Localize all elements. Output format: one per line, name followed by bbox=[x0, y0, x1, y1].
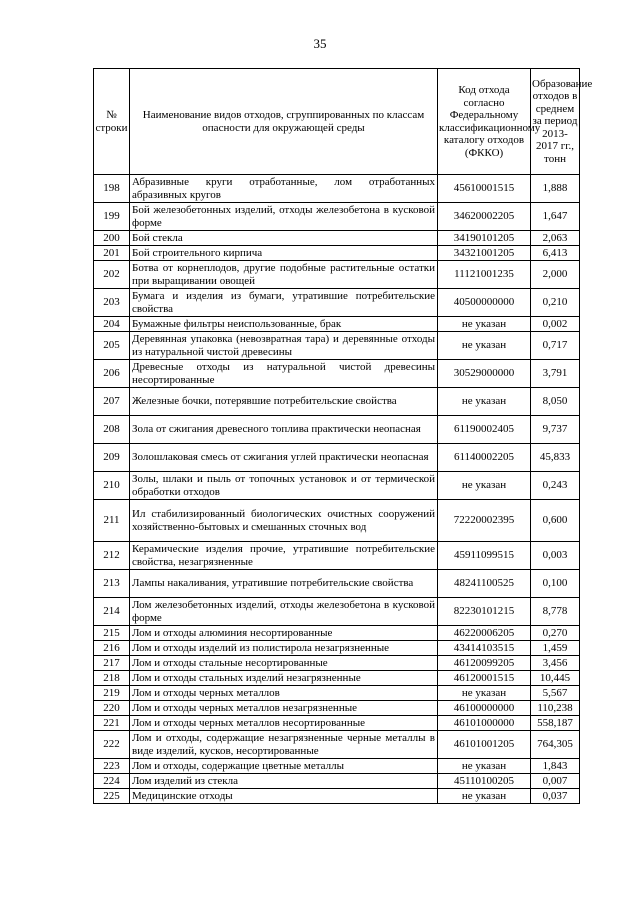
fkko-code-cell: не указан bbox=[438, 317, 531, 332]
waste-name-cell: Бой стекла bbox=[130, 231, 438, 246]
waste-name-cell: Медицинские отходы bbox=[130, 789, 438, 804]
table-row bbox=[94, 416, 580, 444]
waste-name-cell: Золы, шлаки и пыль от топочных установок и от термической обработки отходов bbox=[130, 472, 438, 500]
waste-name-cell: Керамические изделия прочие, утратившие потребительские свойства, незагрязненные bbox=[130, 542, 438, 570]
row-number-cell: 206 bbox=[94, 360, 130, 388]
fkko-code-cell: 46101000000 bbox=[438, 716, 531, 731]
volume-cell: 8,778 bbox=[531, 598, 580, 626]
waste-name-cell: Лом и отходы алюминия несортированные bbox=[130, 626, 438, 641]
row-number-cell: 213 bbox=[94, 570, 130, 598]
fkko-code-cell: 61190002405 bbox=[438, 416, 531, 444]
volume-cell: 0,002 bbox=[531, 317, 580, 332]
waste-name-cell: Деревянная упаковка (невозвратная тара) и деревянные отходы из натуральной чистой древесины bbox=[130, 332, 438, 360]
table-row bbox=[94, 360, 580, 388]
volume-cell: 0,037 bbox=[531, 789, 580, 804]
volume-cell: 10,445 bbox=[531, 671, 580, 686]
fkko-code-cell: 45911099515 bbox=[438, 542, 531, 570]
row-number-cell: 207 bbox=[94, 388, 130, 416]
waste-name-cell: Зола от сжигания древесного топлива практически неопасная bbox=[130, 416, 438, 444]
table-row bbox=[94, 598, 580, 626]
table-row bbox=[94, 626, 580, 641]
waste-name-cell: Ботва от корнеплодов, другие подобные растительные остатки при выращивании овощей bbox=[130, 261, 438, 289]
volume-cell: 0,100 bbox=[531, 570, 580, 598]
header-average-volume: Образование отходов в среднем за период 2013-2017 гг., тонн bbox=[531, 69, 580, 175]
volume-cell: 0,717 bbox=[531, 332, 580, 360]
row-number-cell: 223 bbox=[94, 759, 130, 774]
table-row bbox=[94, 500, 580, 542]
fkko-code-cell: не указан bbox=[438, 759, 531, 774]
row-number-cell: 209 bbox=[94, 444, 130, 472]
waste-name-cell: Лампы накаливания, утратившие потребительские свойства bbox=[130, 570, 438, 598]
waste-name-cell: Лом и отходы черных металлов bbox=[130, 686, 438, 701]
waste-name-cell: Лом и отходы стальных изделий незагрязненные bbox=[130, 671, 438, 686]
waste-name-cell: Лом изделий из стекла bbox=[130, 774, 438, 789]
table-row bbox=[94, 388, 580, 416]
volume-cell: 1,888 bbox=[531, 175, 580, 203]
waste-name-cell: Лом и отходы изделий из полистирола незагрязненные bbox=[130, 641, 438, 656]
fkko-code-cell: 61140002205 bbox=[438, 444, 531, 472]
fkko-code-cell: 34321001205 bbox=[438, 246, 531, 261]
fkko-code-cell: 82230101215 bbox=[438, 598, 531, 626]
volume-cell: 2,000 bbox=[531, 261, 580, 289]
waste-name-cell: Лом и отходы стальные несортированные bbox=[130, 656, 438, 671]
fkko-code-cell: 45110100205 bbox=[438, 774, 531, 789]
table-row bbox=[94, 716, 580, 731]
fkko-code-cell: 34620002205 bbox=[438, 203, 531, 231]
fkko-code-cell: 46220006205 bbox=[438, 626, 531, 641]
volume-cell: 8,050 bbox=[531, 388, 580, 416]
table-row bbox=[94, 656, 580, 671]
volume-cell: 45,833 bbox=[531, 444, 580, 472]
row-number-cell: 204 bbox=[94, 317, 130, 332]
waste-name-cell: Абразивные круги отработанные, лом отработанных абразивных кругов bbox=[130, 175, 438, 203]
waste-name-cell: Железные бочки, потерявшие потребительские свойства bbox=[130, 388, 438, 416]
volume-cell: 0,003 bbox=[531, 542, 580, 570]
waste-name-cell: Бой строительного кирпича bbox=[130, 246, 438, 261]
volume-cell: 1,647 bbox=[531, 203, 580, 231]
page-number: 35 bbox=[313, 36, 327, 51]
volume-cell: 1,843 bbox=[531, 759, 580, 774]
header-row-number: № строки bbox=[94, 69, 130, 175]
row-number-cell: 215 bbox=[94, 626, 130, 641]
table-row bbox=[94, 444, 580, 472]
table-row bbox=[94, 231, 580, 246]
fkko-code-cell: не указан bbox=[438, 332, 531, 360]
row-number-cell: 199 bbox=[94, 203, 130, 231]
volume-cell: 0,007 bbox=[531, 774, 580, 789]
fkko-code-cell: не указан bbox=[438, 789, 531, 804]
waste-table bbox=[93, 68, 593, 804]
table-row bbox=[94, 246, 580, 261]
volume-cell: 9,737 bbox=[531, 416, 580, 444]
volume-cell: 0,270 bbox=[531, 626, 580, 641]
table-row bbox=[94, 203, 580, 231]
waste-name-cell: Лом и отходы, содержащие цветные металлы bbox=[130, 759, 438, 774]
row-number-cell: 214 bbox=[94, 598, 130, 626]
row-number-cell: 200 bbox=[94, 231, 130, 246]
fkko-code-cell: 43414103515 bbox=[438, 641, 531, 656]
table-row bbox=[94, 671, 580, 686]
row-number-cell: 216 bbox=[94, 641, 130, 656]
table-row bbox=[94, 570, 580, 598]
table-row bbox=[94, 701, 580, 716]
fkko-code-cell: 45610001515 bbox=[438, 175, 531, 203]
fkko-code-cell: 46100000000 bbox=[438, 701, 531, 716]
table-row bbox=[94, 289, 580, 317]
table-row bbox=[94, 789, 580, 804]
row-number-cell: 212 bbox=[94, 542, 130, 570]
fkko-code-cell: 46120099205 bbox=[438, 656, 531, 671]
row-number-cell: 208 bbox=[94, 416, 130, 444]
volume-cell: 1,459 bbox=[531, 641, 580, 656]
waste-name-cell: Лом железобетонных изделий, отходы железобетона в кусковой форме bbox=[130, 598, 438, 626]
volume-cell: 5,567 bbox=[531, 686, 580, 701]
table-row bbox=[94, 542, 580, 570]
table-row bbox=[94, 332, 580, 360]
waste-name-cell: Лом и отходы черных металлов незагрязненные bbox=[130, 701, 438, 716]
waste-name-cell: Золошлаковая смесь от сжигания углей практически неопасная bbox=[130, 444, 438, 472]
volume-cell: 558,187 bbox=[531, 716, 580, 731]
table-row bbox=[94, 686, 580, 701]
row-number-cell: 218 bbox=[94, 671, 130, 686]
row-number-cell: 220 bbox=[94, 701, 130, 716]
fkko-code-cell: не указан bbox=[438, 686, 531, 701]
row-number-cell: 222 bbox=[94, 731, 130, 759]
table-row bbox=[94, 731, 580, 759]
table-row bbox=[94, 472, 580, 500]
row-number-cell: 205 bbox=[94, 332, 130, 360]
fkko-code-cell: 30529000000 bbox=[438, 360, 531, 388]
fkko-code-cell: 46101001205 bbox=[438, 731, 531, 759]
volume-cell: 0,600 bbox=[531, 500, 580, 542]
row-number-cell: 201 bbox=[94, 246, 130, 261]
waste-name-cell: Древесные отходы из натуральной чистой древесины несортированные bbox=[130, 360, 438, 388]
header-waste-name: Наименование видов отходов, сгруппированных по классам опасности для окружающей среды bbox=[130, 69, 438, 175]
waste-name-cell: Бумажные фильтры неиспользованные, брак bbox=[130, 317, 438, 332]
fkko-code-cell: 72220002395 bbox=[438, 500, 531, 542]
table-row bbox=[94, 774, 580, 789]
volume-cell: 764,305 bbox=[531, 731, 580, 759]
table-row bbox=[94, 261, 580, 289]
waste-name-cell: Бой железобетонных изделий, отходы железобетона в кусковой форме bbox=[130, 203, 438, 231]
row-number-cell: 210 bbox=[94, 472, 130, 500]
table-row bbox=[94, 175, 580, 203]
table-row bbox=[94, 317, 580, 332]
volume-cell: 3,456 bbox=[531, 656, 580, 671]
table-row bbox=[94, 641, 580, 656]
volume-cell: 6,413 bbox=[531, 246, 580, 261]
table-row bbox=[94, 759, 580, 774]
table-header-row bbox=[94, 69, 580, 175]
fkko-code-cell: 46120001515 bbox=[438, 671, 531, 686]
row-number-cell: 221 bbox=[94, 716, 130, 731]
volume-cell: 0,243 bbox=[531, 472, 580, 500]
fkko-code-cell: 48241100525 bbox=[438, 570, 531, 598]
waste-name-cell: Лом и отходы, содержащие незагрязненные черные металлы в виде изделий, кусков, несортированные bbox=[130, 731, 438, 759]
row-number-cell: 202 bbox=[94, 261, 130, 289]
row-number-cell: 217 bbox=[94, 656, 130, 671]
fkko-code-cell: 34190101205 bbox=[438, 231, 531, 246]
fkko-code-cell: 40500000000 bbox=[438, 289, 531, 317]
fkko-code-cell: 11121001235 bbox=[438, 261, 531, 289]
row-number-cell: 198 bbox=[94, 175, 130, 203]
row-number-cell: 203 bbox=[94, 289, 130, 317]
header-fkko-code: Код отхода согласно Федеральному классификационному каталогу отходов (ФККО) bbox=[438, 69, 531, 175]
row-number-cell: 225 bbox=[94, 789, 130, 804]
waste-name-cell: Ил стабилизированный биологических очистных сооружений хозяйственно-бытовых и смешанных сточных вод bbox=[130, 500, 438, 542]
volume-cell: 2,063 bbox=[531, 231, 580, 246]
waste-name-cell: Бумага и изделия из бумаги, утратившие потребительские свойства bbox=[130, 289, 438, 317]
volume-cell: 3,791 bbox=[531, 360, 580, 388]
row-number-cell: 211 bbox=[94, 500, 130, 542]
volume-cell: 0,210 bbox=[531, 289, 580, 317]
volume-cell: 110,238 bbox=[531, 701, 580, 716]
fkko-code-cell: не указан bbox=[438, 472, 531, 500]
row-number-cell: 224 bbox=[94, 774, 130, 789]
row-number-cell: 219 bbox=[94, 686, 130, 701]
waste-name-cell: Лом и отходы черных металлов несортированные bbox=[130, 716, 438, 731]
fkko-code-cell: не указан bbox=[438, 388, 531, 416]
